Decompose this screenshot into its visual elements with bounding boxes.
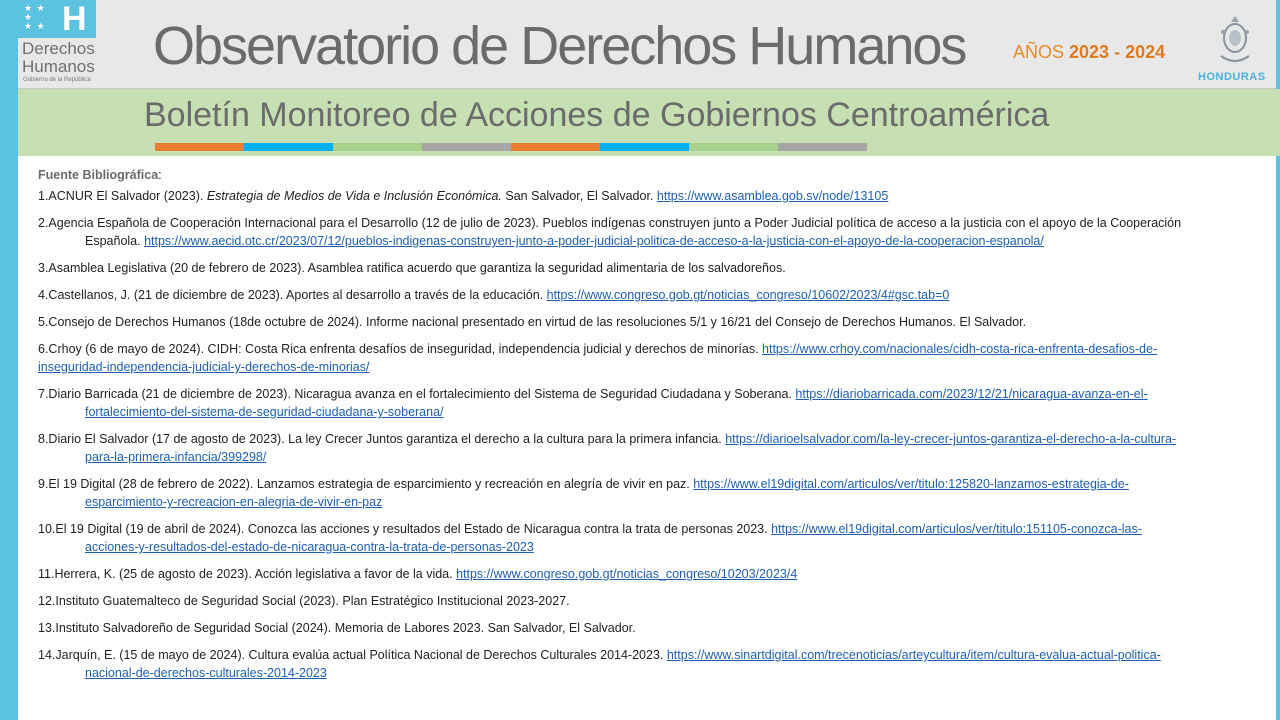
reference-text: 7.Diario Barricada (21 de diciembre de 2023). Nicaragua avanza en el fortalecimiento del Sistema de Seguridad Ciudadana y Soberana.	[38, 387, 796, 401]
reference-link[interactable]: https://www.congreso.gob.gt/noticias_congreso/10203/2023/4	[456, 567, 798, 581]
reference-item	[38, 646, 1268, 682]
h-letter-icon: H	[62, 0, 87, 38]
bulletin-title: Boletín Monitoreo de Acciones de Gobiernos Centroamérica	[144, 96, 1050, 134]
reference-text: 4.Castellanos, J. (21 de diciembre de 2023). Aportes al desarrollo a través de la educación.	[38, 288, 547, 302]
stripe-segment	[333, 143, 422, 151]
stripe-segment	[155, 143, 244, 151]
reference-link[interactable]: nacional-de-derechos-culturales-2014-2023	[85, 666, 327, 680]
year-from: 2023	[1069, 42, 1110, 62]
reference-text: 6.Crhoy (6 de mayo de 2024). CIDH: Costa Rica enfrenta desafíos de inseguridad, independencia judicial y derechos de minorías.	[38, 342, 763, 356]
reference-item	[38, 286, 1268, 304]
reference-link[interactable]: https://www.crhoy.com/nacionales/cidh-costa-rica-enfrenta-desafios-de-	[762, 342, 1158, 356]
bibliography	[38, 166, 1268, 682]
left-accent-bar	[0, 0, 18, 720]
logo-text-humanos: Humanos	[22, 57, 95, 76]
reference-text: 1.ACNUR El Salvador (2023).	[38, 189, 207, 203]
reference-link[interactable]: para-la-primera-infancia/399298/	[85, 450, 267, 464]
logo-h-block	[18, 0, 96, 38]
reference-text: San Salvador, El Salvador.	[501, 189, 657, 203]
stars-icon: ★ ★ ★ ★ ★	[24, 3, 46, 31]
page-title: Observatorio de Derechos Humanos	[153, 16, 966, 76]
years-prefix: AÑOS	[1013, 42, 1070, 62]
reference-title-italic: Estrategia de Medios de Vida e Inclusión Económica.	[206, 189, 502, 203]
reference-text: 12.Instituto Guatemalteco de Seguridad Social (2023). Plan Estratégico Institucional 2023-2027.	[38, 594, 570, 608]
reference-link[interactable]: https://www.el19digital.com/articulos/ver/titulo:151105-conozca-las-	[771, 522, 1142, 536]
reference-link[interactable]: https://www.asamblea.gob.sv/node/13105	[656, 189, 889, 203]
reference-item	[38, 592, 1268, 610]
stripe-segment	[600, 143, 689, 151]
reference-item	[38, 565, 1268, 583]
subheader-banner	[18, 89, 1280, 156]
reference-item	[38, 340, 1268, 376]
reference-item	[38, 475, 1268, 511]
stripe-segment	[511, 143, 600, 151]
stripe-segment	[422, 143, 511, 151]
reference-list	[38, 187, 1268, 682]
reference-text: 5.Consejo de Derechos Humanos (18de octubre de 2024). Informe nacional presentado en virtud de las resoluciones 5/1 y 16/21 del Consejo de Derechos Humanos. El Salvador.	[38, 315, 1027, 329]
logo-text-derechos: Derechos	[22, 39, 95, 58]
reference-link[interactable]: acciones-y-resultados-del-estado-de-nicaragua-contra-la-trata-de-personas-2023	[85, 540, 534, 554]
honduras-crest-icon	[1215, 12, 1255, 68]
reference-item	[38, 214, 1268, 250]
reference-link[interactable]: https://diarioelsalvador.com/la-ley-crecer-juntos-garantiza-el-derecho-a-la-cultura-	[725, 432, 1177, 446]
reference-text: Española.	[85, 234, 145, 248]
reference-item	[38, 187, 1268, 205]
reference-text: 3.Asamblea Legislativa (20 de febrero de 2023). Asamblea ratifica acuerdo que garantiza la seguridad alimentaria de los salvadoreños.	[38, 261, 786, 275]
reference-text: 14.Jarquín, E. (15 de mayo de 2024). Cultura evalúa actual Política Nacional de Derechos Culturales 2014-2023.	[38, 648, 667, 662]
year-to: 2024	[1125, 42, 1166, 62]
reference-item	[38, 430, 1268, 466]
reference-link[interactable]: https://www.sinartdigital.com/trecenoticias/arteycultura/item/cultura-evalua-actual-politica-	[666, 648, 1161, 662]
color-stripes	[155, 143, 867, 151]
reference-item	[38, 520, 1268, 556]
logo-subtitle: Gobierno de la República	[23, 77, 91, 83]
reference-link[interactable]: https://www.congreso.gob.gt/noticias_congreso/10602/2023/4#gsc.tab=0	[546, 288, 950, 302]
stripe-segment	[244, 143, 333, 151]
reference-text: 11.Herrera, K. (25 de agosto de 2023). Acción legislativa a favor de la vida.	[38, 567, 457, 581]
reference-item	[38, 313, 1268, 331]
reference-item	[38, 619, 1268, 637]
crest-label: HONDURAS	[1198, 71, 1266, 83]
reference-item	[38, 259, 1268, 277]
bibliography-heading: Fuente Bibliográfica:	[38, 168, 162, 182]
stripe-segment	[778, 143, 867, 151]
reference-text: 9.El 19 Digital (28 de febrero de 2022). Lanzamos estrategia de esparcimiento y recreación en alegría de vivir en paz.	[38, 477, 694, 491]
reference-link[interactable]: https://www.aecid.otc.cr/2023/07/12/pueblos-indigenas-construyen-junto-a-poder-judicial-politica-de-acceso-a-la-justicia-con-el-apoyo-de-la-cooperacion-espanola/	[144, 234, 1044, 248]
reference-link[interactable]: https://diariobarricada.com/2023/12/21/nicaragua-avanza-en-el-	[795, 387, 1148, 401]
reference-text: 8.Diario El Salvador (17 de agosto de 2023). La ley Crecer Juntos garantiza el derecho a la cultura para la primera infancia.	[38, 432, 726, 446]
stripe-segment	[689, 143, 778, 151]
reference-text: 2.Agencia Española de Cooperación Internacional para el Desarrollo (12 de julio de 2023). Pueblos indígenas construyen junto a Poder Judicial política de acceso a la justicia con el apoyo de la Cooperación	[38, 216, 1182, 230]
reference-link[interactable]: fortalecimiento-del-sistema-de-seguridad-ciudadana-y-soberana/	[85, 405, 444, 419]
reference-link[interactable]: inseguridad-independencia-judicial-y-derechos-de-minorias/	[38, 360, 370, 374]
reference-link[interactable]: esparcimiento-y-recreacion-en-alegria-de-vivir-en-paz	[85, 495, 383, 509]
header	[18, 0, 1276, 89]
reference-item	[38, 385, 1268, 421]
reference-text: 13.Instituto Salvadoreño de Seguridad Social (2024). Memoria de Labores 2023. San Salvador, El Salvador.	[38, 621, 636, 635]
years-label	[1013, 42, 1165, 63]
reference-text: 10.El 19 Digital (19 de abril de 2024). Conozca las acciones y resultados del Estado de Nicaragua contra la trata de personas 2023.	[38, 522, 772, 536]
year-separator: -	[1109, 42, 1126, 62]
reference-link[interactable]: https://www.el19digital.com/articulos/ver/titulo:125820-lanzamos-estrategia-de-	[693, 477, 1129, 491]
